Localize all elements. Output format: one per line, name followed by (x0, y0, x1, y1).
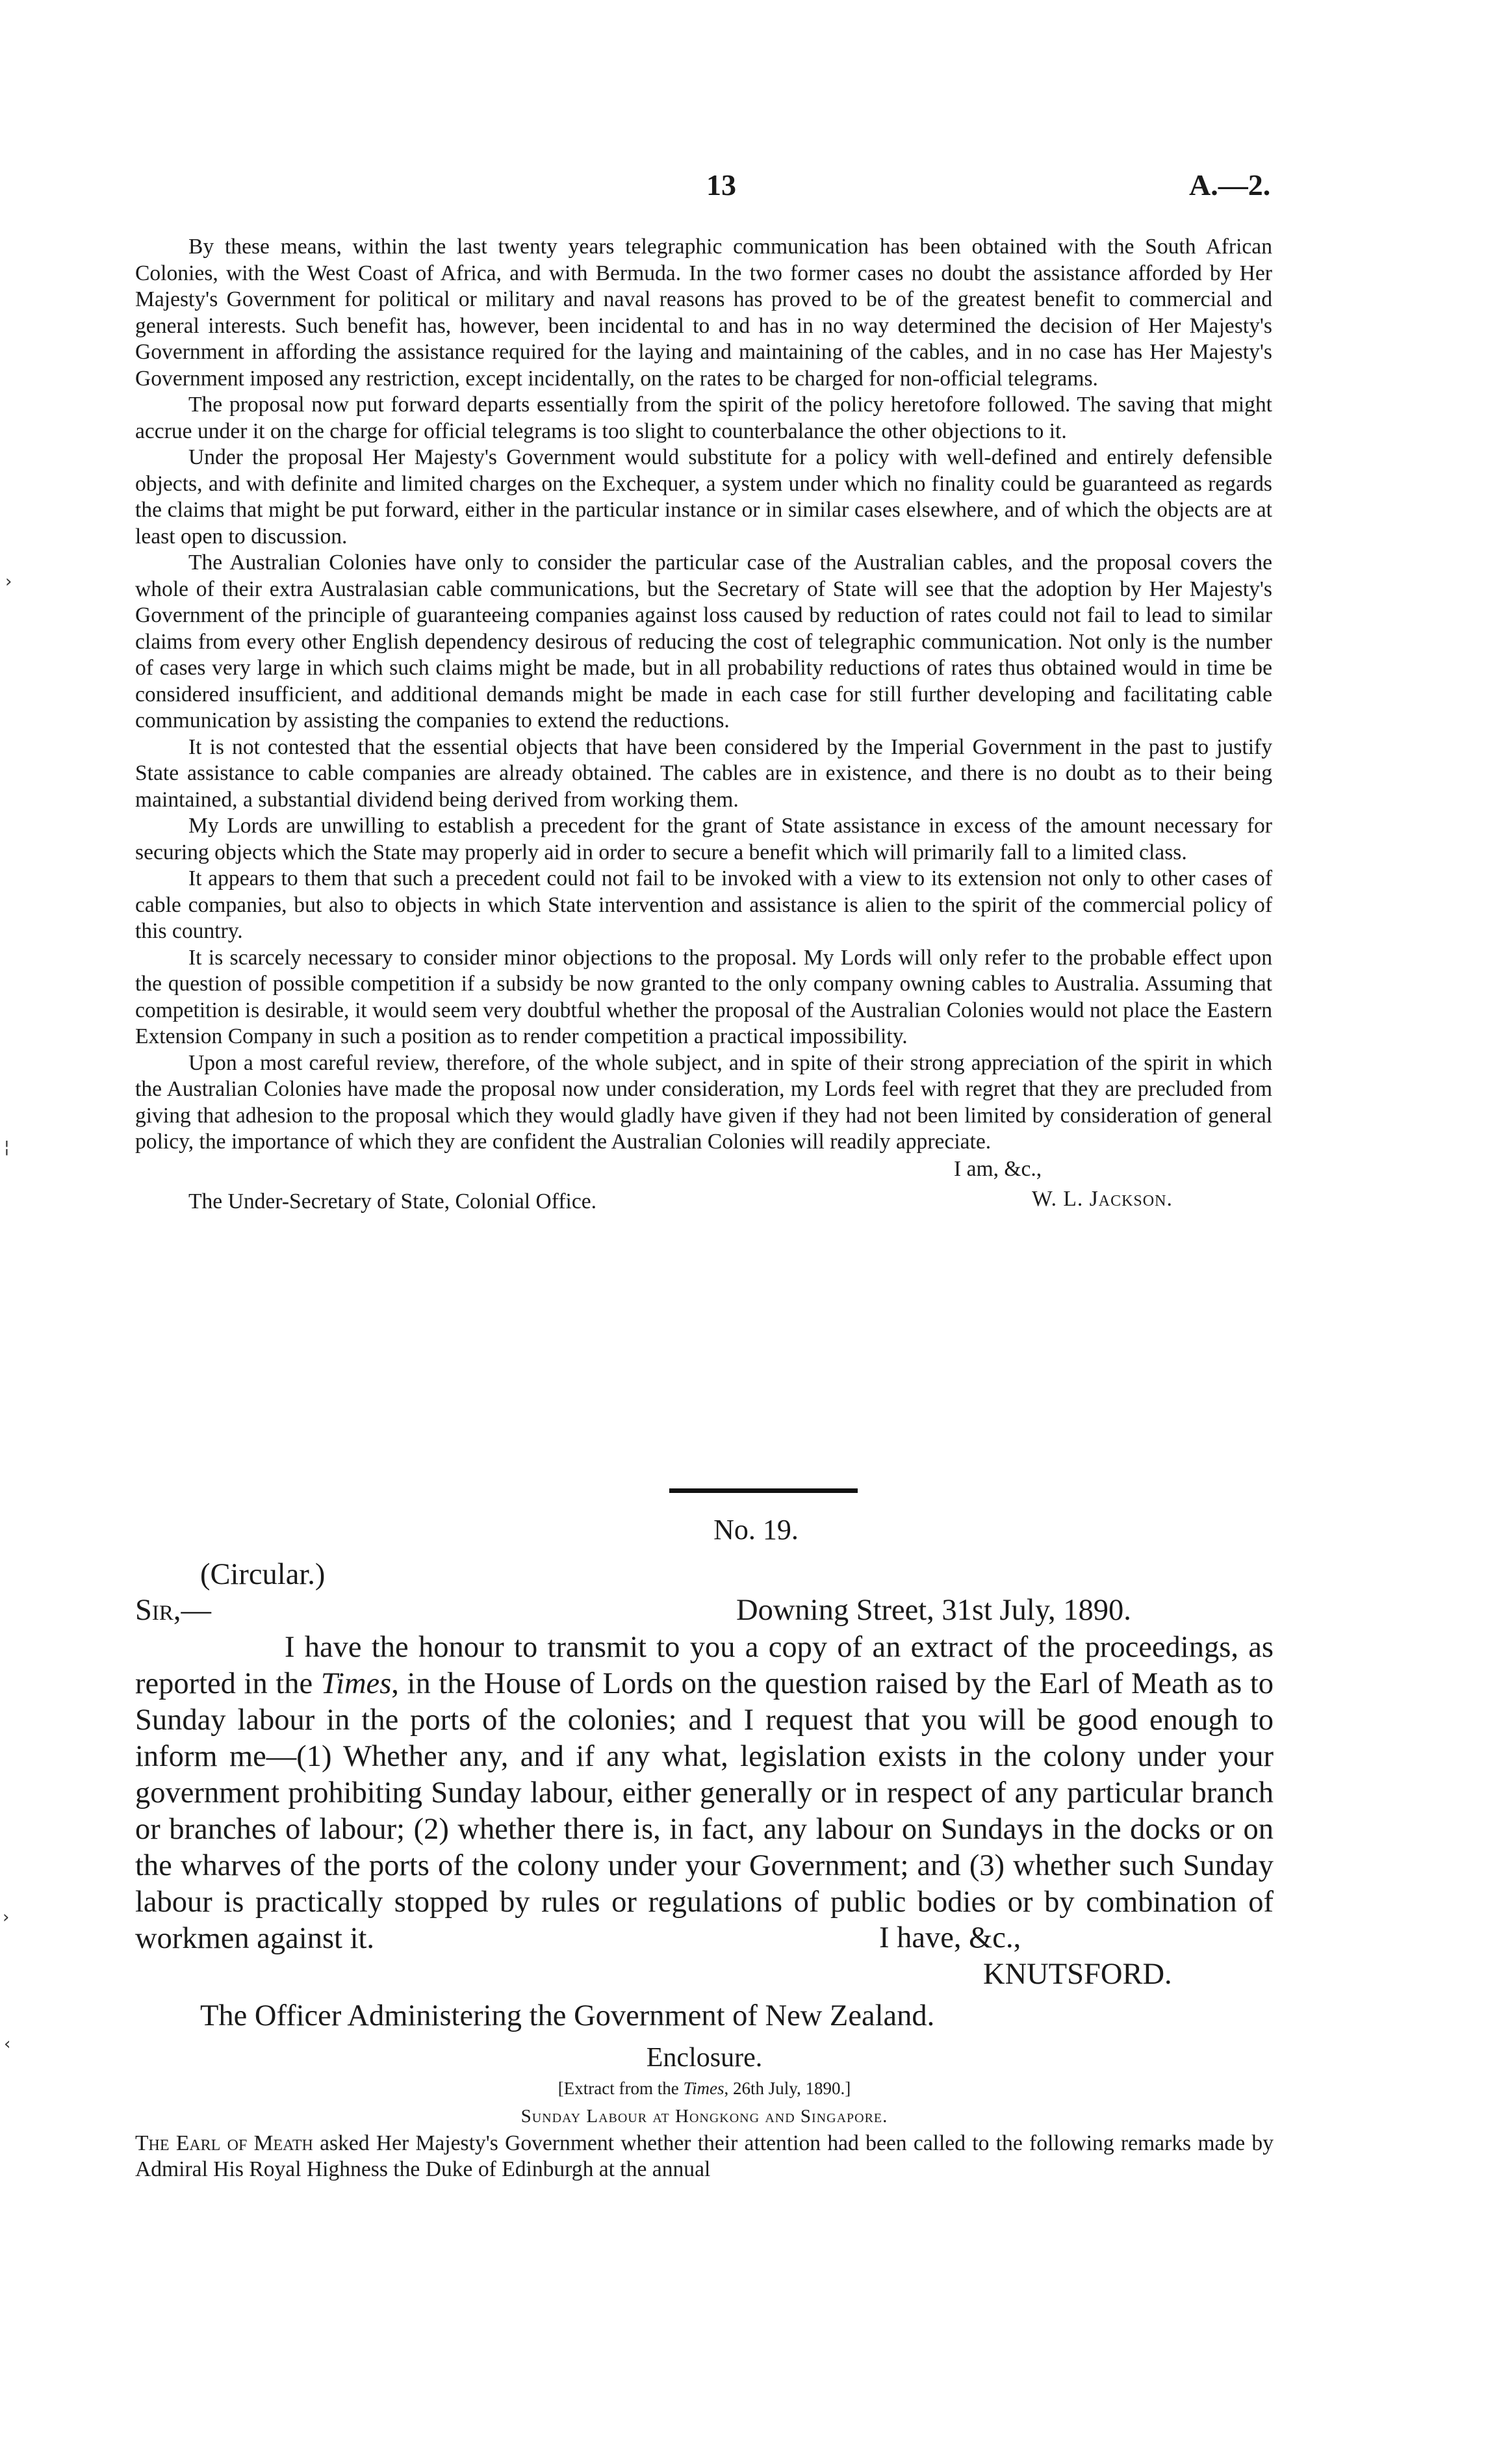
page-number: 13 (706, 168, 736, 201)
circular-closing-block (135, 1921, 1274, 2035)
letter-paragraph: My Lords are unwilling to establish a precedent for the grant of State assistance in excess of the amount necessary for securing objects which the State may properly aid in order to secure a benefit which will primarily fall to a limited class. (135, 814, 1272, 864)
circular-body (135, 1629, 1274, 1957)
circular-section (135, 1557, 1274, 2035)
salutation-line (135, 1593, 1274, 1629)
margin-mark-2: ¦ (4, 1137, 10, 1157)
letter-paragraph: It is not contested that the essential objects that have been considered by the Imperial Government in the past to justify State assistance to cable companies are already obtained. The cables are in existence, and there is no doubt as to their being maintained, a substantial dividend being derived from working them. (135, 734, 1272, 812)
extract-italic: Times (683, 2079, 724, 2098)
document-code: A.—2. (1189, 168, 1271, 201)
extract-part: , 26th July, 1890.] (724, 2079, 851, 2098)
letter-signature: W. L. Jackson. (1032, 1186, 1173, 1211)
letter-closing: I am, &c., (954, 1156, 1042, 1181)
letter-paragraph: It appears to them that such a precedent could not fail to be invoked with a view to its extension not only to other cases of cable companies, but also to objects in which State intervention and assistance is alien to the spirit of the commercial policy of this country. (135, 866, 1272, 943)
circular-body-part: , in the House of Lords on the question raised by the Earl of Meath as to Sunday labour in the ports of the colonies; and I request that you will be good enough to inform me—(1) Whether any, and if any what, legislation exists in the colony under your government prohibiting Sunday labour, either generally or in respect of any particular branch or branches of labour; (2) whether there is, in fact, any labour on Sundays in the docks or on the wharves of the ports of the colony under your Government; and (3) whether such Sunday labour is practically stopped by rules or regulations of public bodies or by combination of workmen against it. (135, 1667, 1274, 1955)
circular-type: (Circular.) (200, 1558, 326, 1591)
enclosure-text (135, 2131, 1274, 2183)
letter-paragraph: Upon a most careful review, therefore, of the whole subject, and in spite of their strong appreciation of the spirit in which the Australian Colonies have made the proposal now under consideration, my Lords feel with regret that they are precluded from giving that adhesion to the proposal which they would gladly have given if they had not been limited by consideration of general policy, the importance of which they are confident the Australian Colonies will readily appreciate. (135, 1050, 1272, 1154)
margin-mark-4: ‹ (4, 2034, 11, 2054)
letter-addressee: The Under-Secretary of State, Colonial Office. (188, 1189, 597, 1213)
enclosure-text-body: asked Her Majesty's Government whether their attention had been called to the following remarks made by Admiral His Royal Highness the Duke of Edinburgh at the annual (135, 2131, 1274, 2181)
enclosure-section (135, 2041, 1274, 2183)
section-divider (669, 1488, 858, 1493)
margin-mark-1: › (5, 572, 12, 591)
letter-paragraph: It is scarcely necessary to consider minor objections to the proposal. My Lords will only refer to the probable effect upon the question of possible competition if a subsidy be now granted to the only company owning cables to Australia. Assuming that competition is desirable, it would seem very doubtful whether the proposal of the Australian Colonies would not place the Eastern Extension Company in such a position as to render competition a practical impossibility. (135, 945, 1272, 1048)
letter-paragraph: By these means, within the last twenty years telegraphic communication has been obtained with the South African Colonies, with the West Coast of Africa, and with Bermuda. In the two former cases no doubt the assistance afforded by Her Majesty's Government for political or military and naval reasons has proved to be of the greatest benefit to commercial and general interests. Such benefit has, however, been incidental to and has in no way determined the decision of Her Majesty's Government in affording the assistance required for the laying and maintaining of the cables, and in no case has Her Majesty's Government imposed any restriction, except incidentally, on the rates to be charged for non-official telegrams. (135, 235, 1272, 391)
letter-paragraph: The Australian Colonies have only to consider the particular case of the Australian cables, and the proposal covers the whole of their extra Australasian cable communications, but the Secretary of State will see that the adoption by Her Majesty's Government of the principle of guaranteeing companies against loss caused by reduction of rates could not fail to lead to similar claims from every other English dependency desirous of reducing the cost of telegraphic communication. Not only is the number of cases very large in which such claims might be made, but in all probability reductions of rates thus obtained would in time be considered insufficient, and additional demands might be made in each case for still further developing and facilitating cable communication by assisting the companies to extend the reductions. (135, 551, 1272, 733)
enclosure-title: Enclosure. (646, 2043, 763, 2073)
letter-closing-block (135, 1156, 1272, 1223)
enclosure-heading: Sunday Labour at Hongkong and Singapore. (520, 2106, 888, 2127)
letter-paragraph: Under the proposal Her Majesty's Government would substitute for a policy with well-defined and entirely defensible objects, and with definite and limited charges on the Exchequer, a system under which no finality could be guaranteed as regards the claims that might be put forward, either in the particular instance or in similar cases elsewhere, and of which the objects are at least open to discussion. (135, 445, 1272, 549)
circular-number: No. 19. (713, 1514, 799, 1546)
speaker-name: Earl of Meath (175, 2131, 313, 2155)
circular-closing: I have, &c., (879, 1921, 1021, 1954)
circular-body-italic: Times (320, 1667, 392, 1700)
margin-mark-3: › (3, 1908, 10, 1927)
enclosure-extract-line (135, 2075, 1274, 2102)
circular-body-part: I have the honour to transmit to you a copy of an extract of the proceedings, as reported in the (135, 1631, 1274, 1700)
speaker-article: The (135, 2131, 170, 2155)
letter-paragraph: The proposal now put forward departs essentially from the spirit of the policy heretofore followed. The saving that might accrue under it on the charge for official telegrams is too slight to counterbalance the other objections to it. (135, 393, 1272, 443)
extract-part: [Extract from the (557, 2079, 684, 2098)
circular-addressee: The Officer Administering the Government of New Zealand. (200, 1999, 935, 2032)
circular-signature: KNUTSFORD. (983, 1958, 1172, 1991)
circular-date: Downing Street, 31st July, 1890. (736, 1594, 1131, 1627)
letter-section (135, 234, 1272, 1223)
salutation: Sir,— (135, 1594, 211, 1627)
